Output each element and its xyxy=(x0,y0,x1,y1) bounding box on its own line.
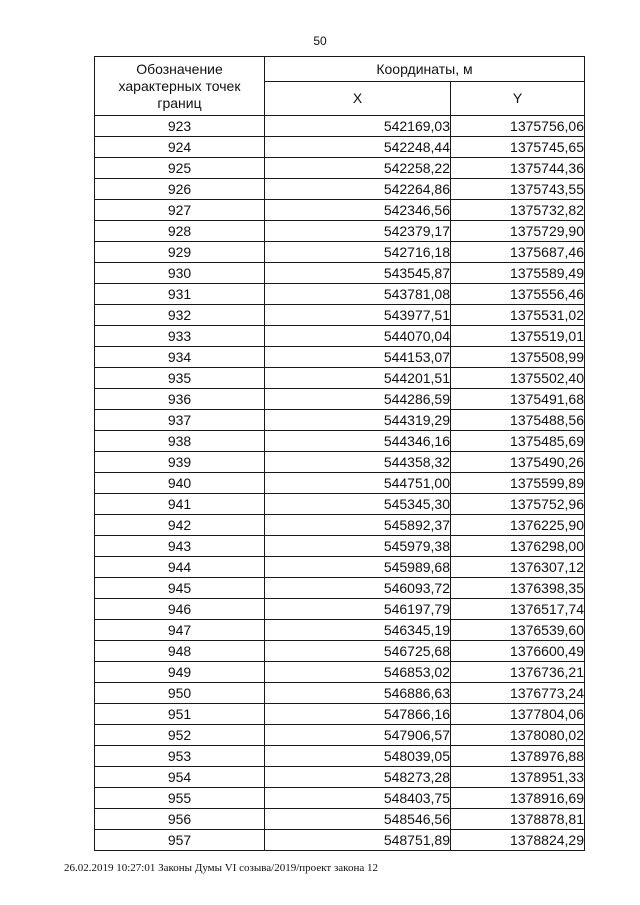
table-row xyxy=(95,725,585,746)
table-row xyxy=(95,242,585,263)
y-coordinate-cell: 1376298,00 xyxy=(451,536,585,557)
x-coordinate-cell: 544358,32 xyxy=(265,452,451,473)
x-coordinate-cell: 544751,00 xyxy=(265,473,451,494)
x-coordinate-cell: 548039,05 xyxy=(265,746,451,767)
point-id-cell: 947 xyxy=(95,620,265,641)
y-coordinate-cell: 1375556,46 xyxy=(451,284,585,305)
point-id-cell: 946 xyxy=(95,599,265,620)
table-row xyxy=(95,326,585,347)
y-coordinate-cell: 1375752,96 xyxy=(451,494,585,515)
table-row xyxy=(95,620,585,641)
point-id-cell: 949 xyxy=(95,662,265,683)
x-coordinate-cell: 542169,03 xyxy=(265,116,451,137)
x-coordinate-cell: 546345,19 xyxy=(265,620,451,641)
point-id-cell: 941 xyxy=(95,494,265,515)
point-id-cell: 951 xyxy=(95,704,265,725)
table-row xyxy=(95,515,585,536)
table-row xyxy=(95,704,585,725)
table-row xyxy=(95,179,585,200)
y-coordinate-cell: 1375732,82 xyxy=(451,200,585,221)
y-coordinate-cell: 1377804,06 xyxy=(451,704,585,725)
x-coordinate-cell: 545892,37 xyxy=(265,515,451,536)
point-id-cell: 950 xyxy=(95,683,265,704)
point-id-cell: 954 xyxy=(95,767,265,788)
point-id-cell: 942 xyxy=(95,515,265,536)
y-coordinate-cell: 1375519,01 xyxy=(451,326,585,347)
y-coordinate-cell: 1375485,69 xyxy=(451,431,585,452)
point-id-cell: 952 xyxy=(95,725,265,746)
x-coordinate-cell: 544153,07 xyxy=(265,347,451,368)
x-coordinate-cell: 542248,44 xyxy=(265,137,451,158)
point-id-cell: 932 xyxy=(95,305,265,326)
y-coordinate-cell: 1376398,35 xyxy=(451,578,585,599)
point-id-cell: 930 xyxy=(95,263,265,284)
table-row xyxy=(95,305,585,326)
x-coordinate-cell: 545989,68 xyxy=(265,557,451,578)
y-coordinate-cell: 1376736,21 xyxy=(451,662,585,683)
x-coordinate-cell: 542379,17 xyxy=(265,221,451,242)
table-row xyxy=(95,767,585,788)
x-coordinate-cell: 544319,29 xyxy=(265,410,451,431)
table-row xyxy=(95,494,585,515)
y-coordinate-cell: 1378824,29 xyxy=(451,830,585,851)
y-coordinate-cell: 1376517,74 xyxy=(451,599,585,620)
table-row xyxy=(95,200,585,221)
point-id-cell: 925 xyxy=(95,158,265,179)
y-coordinate-cell: 1376225,90 xyxy=(451,515,585,536)
table-row xyxy=(95,641,585,662)
table-row xyxy=(95,431,585,452)
x-coordinate-cell: 544286,59 xyxy=(265,389,451,410)
x-coordinate-cell: 542264,86 xyxy=(265,179,451,200)
table-row xyxy=(95,683,585,704)
point-id-cell: 926 xyxy=(95,179,265,200)
point-id-cell: 948 xyxy=(95,641,265,662)
point-id-cell: 927 xyxy=(95,200,265,221)
header-y: Y xyxy=(451,82,585,116)
point-id-cell: 955 xyxy=(95,788,265,809)
x-coordinate-cell: 548273,28 xyxy=(265,767,451,788)
point-id-cell: 924 xyxy=(95,137,265,158)
point-id-cell: 929 xyxy=(95,242,265,263)
y-coordinate-cell: 1378878,81 xyxy=(451,809,585,830)
table-row xyxy=(95,788,585,809)
x-coordinate-cell: 543781,08 xyxy=(265,284,451,305)
point-id-cell: 928 xyxy=(95,221,265,242)
table-row xyxy=(95,830,585,851)
table-row xyxy=(95,599,585,620)
point-id-cell: 938 xyxy=(95,431,265,452)
x-coordinate-cell: 545345,30 xyxy=(265,494,451,515)
footer-stamp: 26.02.2019 10:27:01 Законы Думы VI созыва/2019/проект закона 12 xyxy=(64,862,378,874)
x-coordinate-cell: 544201,51 xyxy=(265,368,451,389)
x-coordinate-cell: 547906,57 xyxy=(265,725,451,746)
point-id-cell: 939 xyxy=(95,452,265,473)
x-coordinate-cell: 546725,68 xyxy=(265,641,451,662)
x-coordinate-cell: 542346,56 xyxy=(265,200,451,221)
table-row xyxy=(95,410,585,431)
point-id-cell: 937 xyxy=(95,410,265,431)
point-id-cell: 944 xyxy=(95,557,265,578)
header-point-label: Обозначение характерных точек границ xyxy=(95,57,265,116)
point-id-cell: 957 xyxy=(95,830,265,851)
y-coordinate-cell: 1378951,33 xyxy=(451,767,585,788)
x-coordinate-cell: 542258,22 xyxy=(265,158,451,179)
x-coordinate-cell: 545979,38 xyxy=(265,536,451,557)
x-coordinate-cell: 546093,72 xyxy=(265,578,451,599)
table-row xyxy=(95,536,585,557)
point-id-cell: 931 xyxy=(95,284,265,305)
x-coordinate-cell: 548546,56 xyxy=(265,809,451,830)
table-row xyxy=(95,347,585,368)
table-row xyxy=(95,578,585,599)
y-coordinate-cell: 1376773,24 xyxy=(451,683,585,704)
point-id-cell: 936 xyxy=(95,389,265,410)
y-coordinate-cell: 1376600,49 xyxy=(451,641,585,662)
x-coordinate-cell: 548403,75 xyxy=(265,788,451,809)
y-coordinate-cell: 1375531,02 xyxy=(451,305,585,326)
point-id-cell: 934 xyxy=(95,347,265,368)
table-body xyxy=(95,116,585,851)
y-coordinate-cell: 1375729,90 xyxy=(451,221,585,242)
x-coordinate-cell: 543977,51 xyxy=(265,305,451,326)
y-coordinate-cell: 1375744,36 xyxy=(451,158,585,179)
table-row xyxy=(95,158,585,179)
x-coordinate-cell: 546853,02 xyxy=(265,662,451,683)
table-row xyxy=(95,473,585,494)
x-coordinate-cell: 548751,89 xyxy=(265,830,451,851)
point-id-cell: 953 xyxy=(95,746,265,767)
y-coordinate-cell: 1375745,65 xyxy=(451,137,585,158)
y-coordinate-cell: 1375756,06 xyxy=(451,116,585,137)
y-coordinate-cell: 1375687,46 xyxy=(451,242,585,263)
point-id-cell: 945 xyxy=(95,578,265,599)
table-row xyxy=(95,284,585,305)
table-row xyxy=(95,809,585,830)
coordinates-table xyxy=(94,56,585,851)
y-coordinate-cell: 1375502,40 xyxy=(451,368,585,389)
table-row xyxy=(95,263,585,284)
y-coordinate-cell: 1375491,68 xyxy=(451,389,585,410)
point-id-cell: 956 xyxy=(95,809,265,830)
point-id-cell: 923 xyxy=(95,116,265,137)
table-row xyxy=(95,746,585,767)
table-row xyxy=(95,116,585,137)
x-coordinate-cell: 547866,16 xyxy=(265,704,451,725)
y-coordinate-cell: 1375589,49 xyxy=(451,263,585,284)
y-coordinate-cell: 1376539,60 xyxy=(451,620,585,641)
x-coordinate-cell: 543545,87 xyxy=(265,263,451,284)
table-header xyxy=(95,57,585,116)
table-row xyxy=(95,221,585,242)
point-id-cell: 940 xyxy=(95,473,265,494)
y-coordinate-cell: 1376307,12 xyxy=(451,557,585,578)
table-row xyxy=(95,452,585,473)
table-row xyxy=(95,137,585,158)
y-coordinate-cell: 1375508,99 xyxy=(451,347,585,368)
point-id-cell: 943 xyxy=(95,536,265,557)
table-row xyxy=(95,368,585,389)
x-coordinate-cell: 542716,18 xyxy=(265,242,451,263)
x-coordinate-cell: 546886,63 xyxy=(265,683,451,704)
y-coordinate-cell: 1375488,56 xyxy=(451,410,585,431)
y-coordinate-cell: 1375599,89 xyxy=(451,473,585,494)
y-coordinate-cell: 1375743,55 xyxy=(451,179,585,200)
x-coordinate-cell: 544346,16 xyxy=(265,431,451,452)
y-coordinate-cell: 1378080,02 xyxy=(451,725,585,746)
page-number: 50 xyxy=(313,34,327,48)
table-row xyxy=(95,557,585,578)
y-coordinate-cell: 1375490,26 xyxy=(451,452,585,473)
header-x: X xyxy=(265,82,451,116)
point-id-cell: 935 xyxy=(95,368,265,389)
point-id-cell: 933 xyxy=(95,326,265,347)
y-coordinate-cell: 1378916,69 xyxy=(451,788,585,809)
table-row xyxy=(95,662,585,683)
table-row xyxy=(95,389,585,410)
y-coordinate-cell: 1378976,88 xyxy=(451,746,585,767)
header-coordinates: Координаты, м xyxy=(265,57,585,82)
x-coordinate-cell: 544070,04 xyxy=(265,326,451,347)
x-coordinate-cell: 546197,79 xyxy=(265,599,451,620)
